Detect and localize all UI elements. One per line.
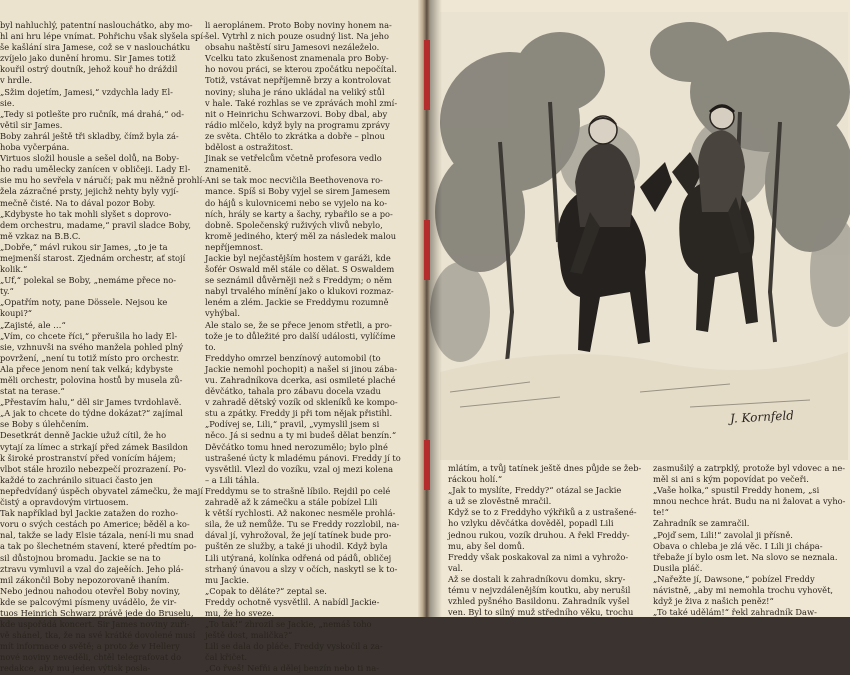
text-line: zvíjelo jako dunění hromu. Sir James totiž <box>0 53 176 64</box>
text-line: byl nahluchlý, patentní naslouchátko, aby mo- <box>0 20 193 30</box>
text-line: Jackie nemohl pochopit) a našel si jinou zába- <box>205 363 398 374</box>
text-line: nal, takže se lady Elsie tázala, není-li mu snad <box>0 530 194 541</box>
left-text-column-1 <box>0 0 206 675</box>
right-text-column-2 <box>653 463 849 618</box>
text-line: li aeroplánem. Proto Boby noviny honem na- <box>205 20 392 30</box>
text-line: mít informace o světě; a proto že v Hellery <box>0 641 180 652</box>
text-line: a tak po šlechetném stavení, které předtím po- <box>0 541 197 552</box>
text-line: Když se to z Freddyho výkřiků a z ustrašené- <box>448 507 637 518</box>
text-line: když je živa z našich peněz!“ <box>653 596 774 607</box>
text-line: mil zákončil Boby nepozorovaně ihaním. <box>0 574 170 585</box>
text-line: zasmušilý a zatrpklý, protože byl vdovec a ne- <box>653 463 846 473</box>
text-line: obsahu naštěstí siru Jamesovi nezáleželo. <box>205 42 380 53</box>
text-line: kouřil ostrý doutník, jehož kouř ho dráždil <box>0 64 178 75</box>
text-line: Freddymu se to strašně líbilo. Rejdil po celé <box>205 485 391 496</box>
illustrator-signature: J. Kornfeld <box>729 408 795 426</box>
text-line: dobně. Společenský ruživých vlivů nebylo, <box>205 219 383 230</box>
text-line: Vcelku tato zkušenost znamenala pro Boby- <box>205 53 389 64</box>
text-line: hl ani hru lépe vnímat. Pohřichu však slyšela spí- <box>0 31 206 42</box>
text-line: mlátím, a tvůj tatínek ještě dnes půjde se žeb- <box>448 463 642 473</box>
text-line: Virtuos složil housle a sešel dolů, na Boby- <box>0 153 180 164</box>
text-line: kolik.“ <box>0 264 28 275</box>
text-line: vě shánel, tka, že na své krátké dovolené musí <box>0 630 196 641</box>
text-line: te!“ <box>653 507 669 518</box>
text-line: ho novou práci, se kterou zpočátku nepočítal. <box>205 64 397 75</box>
text-line: čistý a opravdovým virtuosem. <box>0 497 129 508</box>
text-line: dem orchestru, madame,“ pravil sladce Boby, <box>0 219 191 230</box>
text-line: rádio mlčelo, když byly na programu zprávy <box>205 119 390 130</box>
text-line: val. <box>448 562 463 573</box>
text-line: – a Lili táhla. <box>205 474 260 485</box>
text-line: voru o svých cestách po Americe; běděl a ko- <box>0 519 190 530</box>
text-line: žela zázračné prsty, jejichž nehty byly vyjí- <box>0 186 179 197</box>
text-line: se seznámil důvěrněji než s Freddym; o něm <box>205 275 392 286</box>
text-line: ustrašené úcty k mladému pánovi. Freddy jí to <box>205 452 401 463</box>
text-line: měli orchestr, polovina hostů by musela zů- <box>0 375 183 385</box>
text-line: redakce, aby mu jeden výtisk posla- <box>0 663 151 674</box>
text-line: sil důstojnou bromadu. Jackie se na to <box>0 552 161 563</box>
text-line: vlbot stále hrozilo nebezpečí prozrazení. Po- <box>0 463 187 474</box>
text-line: ty.“ <box>0 286 14 297</box>
text-line: hoba vyčerpána. <box>0 142 70 153</box>
text-line: „A jak to chcete do týdne dokázat?“ zajímal <box>0 408 183 419</box>
text-line: v zahradě dětský vozík od skleníků ke kompo- <box>205 397 398 408</box>
text-line: Nebo jednou nahodou otevřel Boby noviny, <box>0 585 181 596</box>
text-line: „Tedy si potlešte pro ručník, má drahá,“ od- <box>0 108 185 119</box>
text-line: každé to zachránilo situaci často jen <box>0 474 153 485</box>
text-line: vu. Zahradníkova dcerka, asi osmileté plaché <box>205 375 396 385</box>
text-line: Děvčátko tomu hned nerozumělo; bylo plné <box>205 441 388 452</box>
text-line: kde uspořádá koncert. Sir James noviny zuři- <box>0 619 190 630</box>
text-line: se Boby s úlehčením. <box>0 419 89 430</box>
text-line: nepředvídaný úspěch obyvatel zámečku, že mají <box>0 485 203 496</box>
text-line: Lili se dala do pláče. Freddy vyskočil a za- <box>205 641 383 652</box>
text-line: mu, aby šel domů. <box>448 540 525 551</box>
text-line: dával jí, vyhrožoval, že její tatínek bude pro- <box>205 530 392 541</box>
text-line: mance. Spíš si Boby vyjel se sirem Jamesem <box>205 186 391 197</box>
text-line: ze světa. Chtělo to zkrátka a dobře – plnou <box>205 130 385 141</box>
text-line: něco. Já si sednu a ty mi budeš dělat benzín.“ <box>205 430 397 441</box>
text-line: Boby zahrál ještě tři skladby, čímž byla zá- <box>0 130 179 141</box>
text-line: „Kdybyste ho tak mohli slyšet s doprovo- <box>0 208 172 219</box>
text-line: ztravu vymluvil a vzal do zajeěích. Jeho plá- <box>0 563 184 574</box>
right-text-column-1 <box>448 463 642 618</box>
text-line: „Přestavím halu,“ děl sir James tvrdohlavě. <box>0 397 182 408</box>
text-line: tému v nejvzdálenějším koutku, aby nerušil <box>448 585 631 596</box>
text-line: ho vzlyku děvčátka dověděl, popadl Lili <box>448 518 614 529</box>
text-line: Tak například byl Jackie zatažen do rozho- <box>0 508 179 519</box>
text-line: návistně, „aby mi nemohla trochu vyhovět, <box>653 585 834 596</box>
text-line: „Sžim dojetím, Jamesi,“ vzdychla lady El- <box>0 86 173 97</box>
text-line: Freddyho omrzel benzínový automobil (to <box>205 352 381 363</box>
text-line: nabyl trvalého mínění jako o klukovi rozmaz- <box>205 286 394 297</box>
text-line: še kašlání sira Jamese, což se v naslouchátku <box>0 42 191 53</box>
text-line: děvčátko, tahala pro zábavu docela vzadu <box>205 386 381 397</box>
text-line: mu, že ho sveze. <box>205 607 275 618</box>
text-line: nepříjemnost. <box>205 241 264 252</box>
text-line: a už se zlověstně mračil. <box>448 496 552 507</box>
text-line: sie. <box>0 97 15 108</box>
text-line: šel. Vytrhl z nich pouze osudný list. Na jeho <box>205 31 389 42</box>
text-line: „Uf,“ polekal se Boby, „nemáme přece no- <box>0 275 177 286</box>
text-line: sila, že už nemůže. Tu se Freddy rozzlobil, na- <box>205 519 400 530</box>
text-line: „Vím, co chcete říci,“ přerušila ho lady El- <box>0 330 178 341</box>
text-line: Až se dostali k zahradníkovu domku, skry- <box>448 573 626 584</box>
text-line: třebaže jí bylo osm let. Na slovo se neznala. <box>653 551 838 562</box>
text-line: „Jak to myslíte, Freddy?“ otázal se Jackie <box>448 485 622 496</box>
text-line: vzhled pyšného Basildonu. Zahradník vyšel <box>448 596 630 607</box>
text-line: Jackie byl nejčastějším hostem v garáži, kde <box>205 252 391 263</box>
text-line: větil sir James. <box>0 119 63 130</box>
text-line: Ala přece jenom není tak velká; kdybyste <box>0 363 173 374</box>
text-line: k široké prostranství před vonícím hájem; <box>0 452 176 463</box>
text-line: zahradě až k zámečku a stále pobízel Lili <box>205 497 378 508</box>
text-line: Ani se tak moc necvičila Beethovenova ro- <box>205 175 383 186</box>
text-line: Jinak se vetřelcům včetně profesora vedlo <box>205 153 382 164</box>
text-line: stat na terase.“ <box>0 386 65 397</box>
text-line: strhaný únavou a slzy v očích, naskytl se k to- <box>205 563 398 574</box>
text-line: „Vaše holka,“ spustil Freddy honem, „si <box>653 485 820 496</box>
text-line: Desetkrát denně Jackie užuž cítil, že ho <box>0 430 167 441</box>
text-line: vysvětlil. Vlezl do vozíku, vzal oj mezi kolena <box>205 463 394 474</box>
text-line: bdělost a ostražitost. <box>205 142 294 153</box>
text-line: Obava o chleba je zlá věc. I Lili ji chápa- <box>653 540 823 551</box>
text-line: do hájů s kulovnicemi nebo se vyjelo na ko- <box>205 197 388 208</box>
text-line: znamenitě. <box>205 164 252 175</box>
text-line: kde se palcovými písmeny uvádělo, že vir- <box>0 596 177 607</box>
text-line: Dusila pláč. <box>653 562 703 573</box>
text-line: Totiž, vstávat nepříjemně brzy a kontrolovat <box>205 75 391 86</box>
text-line: „Dobře,“ mávl rukou sir James, „to je ta <box>0 241 168 252</box>
text-line: Freddy ochotně vysvětlil. A nabídl Jackie- <box>205 596 380 607</box>
text-line: tuos Heinrich Schwarz právě jede do Bruselu, <box>0 607 194 618</box>
text-line: vyhýbal. <box>205 308 240 319</box>
text-line: k větší rychlosti. Až nakonec nesměle prohlá- <box>205 508 396 519</box>
text-line: mečně čisté. Na to dával pozor Boby. <box>0 197 156 208</box>
page-shadow <box>430 0 442 617</box>
text-line: povržení, „není tu totiž místo pro orchestr. <box>0 352 180 363</box>
text-line: mu Jackie. <box>205 574 249 585</box>
text-line: měl si ani s kým popovídat po večeři. <box>653 474 809 485</box>
text-line: „Nařežte jí, Dawsone,“ pobízel Freddy <box>653 573 815 584</box>
text-line: „Copak to děláte?“ zeptal se. <box>205 585 327 596</box>
text-line: „Zajisté, ale …“ <box>0 319 66 330</box>
text-line: leném a zlém. Jackie se Freddymu rozumně <box>205 297 389 308</box>
text-line: sie, vzhnuvši na svého manžela pohled plný <box>0 341 184 352</box>
text-line: čal křičet. <box>205 652 248 663</box>
text-line: „Co řveš! Nefňi a dělej benzín nebo ti na- <box>205 663 380 674</box>
text-line: puštěn ze služby, a také ji uhodil. Když byla <box>205 541 388 552</box>
right-page <box>430 0 850 617</box>
text-line: ven. Byl to silný muž středního věku, trochu <box>448 607 634 618</box>
text-line: nové noviny neveděli, chtěl telegrafovat do <box>0 652 182 663</box>
horse-riders-illustration <box>440 12 848 460</box>
text-line: ních, hrály se karty a šachy, rybařilo se a po- <box>205 208 393 219</box>
text-line: stu a zpátky. Freddy ji při tom nějak přistihl. <box>205 408 393 419</box>
text-line: to. <box>205 341 216 352</box>
text-line: koupi?“ <box>0 308 33 319</box>
text-line: mnou nechce hrát. Budu na ni žalovat a vyho- <box>653 496 846 507</box>
text-line: „Podívej se, Lili,“ pravil, „vymyslil jsem si <box>205 419 380 430</box>
text-line: šofér Oswald měl stále co dělat. S Oswaldem <box>205 264 395 275</box>
text-line: jednou rukou, vozík druhou. A řekl Freddy- <box>448 529 630 540</box>
text-line: tože je to důležité pro další události, vylíčíme <box>205 330 396 341</box>
text-line: mejmenší starost. Zjednám orchestr, ať stojí <box>0 252 186 263</box>
text-line: „To tak!“ zhrozil se Jackie, „nemáš toho <box>205 619 372 630</box>
text-line: vytají za límec a strkají před zámek Basildon <box>0 441 188 452</box>
text-line: „To také udělám!“ řekl zahradník Daw- <box>653 607 817 618</box>
text-line: ráckou holí.“ <box>448 474 503 485</box>
text-line: Zahradník se zamračil. <box>653 518 750 529</box>
text-line: sie mu ho sevřela v náručí; pak mu něžně prohlí- <box>0 175 205 186</box>
text-line: kromě jediného, který měl za následek malou <box>205 230 397 241</box>
text-line: „Pojď sem, Lili!“ zavolal ji přísně. <box>653 529 793 540</box>
left-text-column-2 <box>205 0 413 675</box>
text-line: Lili utýraná, kolínka odřená od pádů, obličej <box>205 552 392 563</box>
text-line: ho radu umělecky zanícen v obličeji. Lady El- <box>0 164 191 175</box>
left-page <box>0 0 422 674</box>
text-line: Freddy však poskakoval za nimi a vyhrožo- <box>448 551 629 562</box>
text-line: mě vzkaz na B.B.C. <box>0 230 81 241</box>
text-line: noviny; sluha je ráno ukládal na veliký stůl <box>205 86 385 97</box>
text-line: nit o Heinrichu Schwarzovi. Boby dbal, aby <box>205 108 388 119</box>
text-line: „Opatřím noty, pane Dössele. Nejsou ke <box>0 297 168 308</box>
text-line: ještě dost, malička?“ <box>205 630 293 641</box>
text-line: v hale. Také rozhlas se ve zprávách mohl zmí- <box>205 97 398 108</box>
text-line: Ale stalo se, že se přece jenom střetli, a pro- <box>205 319 392 330</box>
text-line: v hrdle. <box>0 75 33 86</box>
